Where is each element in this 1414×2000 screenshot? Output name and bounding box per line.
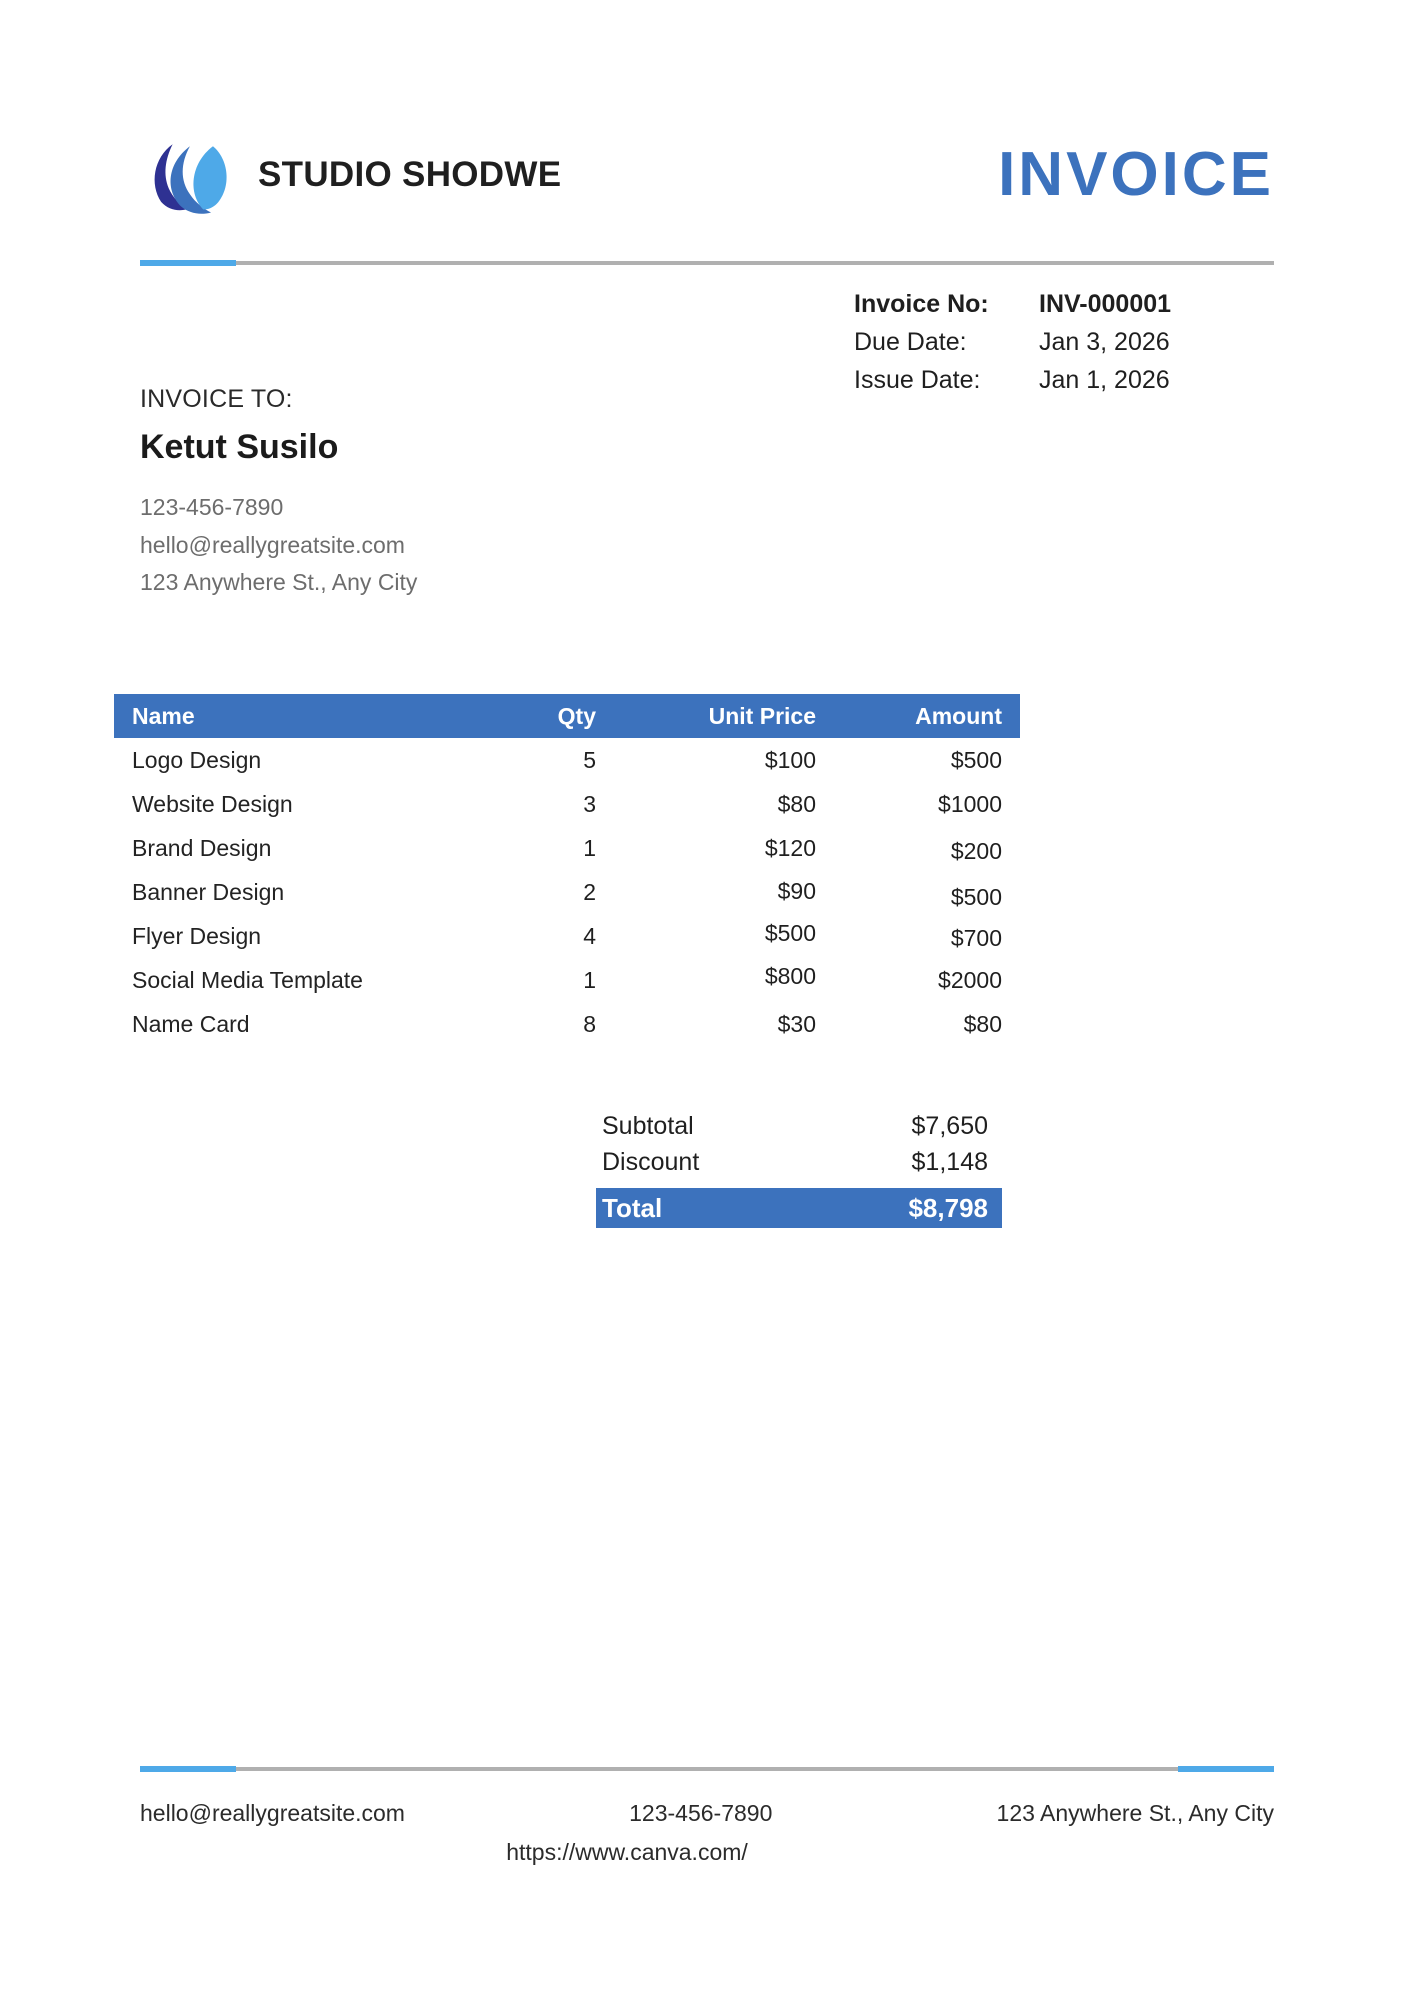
meta-value-invoice-no: INV-000001 xyxy=(1039,290,1172,318)
subtotal-value: $7,650 xyxy=(911,1111,988,1140)
cell-unit-price: $100 xyxy=(764,746,816,773)
document-title: INVOICE xyxy=(998,140,1274,209)
subtotal-row xyxy=(596,1108,1002,1144)
footer-phone: 123-456-7890 xyxy=(629,1800,773,1826)
footer-website[interactable]: https://www.canva.com/ xyxy=(506,1839,748,1865)
invoice-meta xyxy=(854,285,1274,399)
discount-value: $1,148 xyxy=(911,1147,988,1176)
bill-to-name: Ketut Susilo xyxy=(140,428,339,466)
meta-label-due-date: Due Date: xyxy=(854,328,967,356)
total-label: Total xyxy=(602,1192,663,1223)
cell-name: Social Media Template xyxy=(132,966,363,993)
table-row xyxy=(114,826,1020,870)
table-row xyxy=(114,738,1020,782)
divider-accent-right xyxy=(1178,1766,1274,1772)
cell-qty: 5 xyxy=(583,746,596,773)
bill-to-phone: 123-456-7890 xyxy=(140,494,284,520)
meta-row-due-date xyxy=(854,323,1274,361)
line-items-table xyxy=(114,694,1020,1046)
cell-amount: $700 xyxy=(950,924,1002,951)
footer-address: 123 Anywhere St., Any City xyxy=(996,1800,1274,1826)
total-value: $8,798 xyxy=(908,1192,988,1223)
cell-name: Logo Design xyxy=(132,746,262,773)
totals-block xyxy=(596,1108,1002,1228)
cell-name: Brand Design xyxy=(132,834,272,861)
cell-qty: 3 xyxy=(583,790,596,817)
footer-email: hello@reallygreatsite.com xyxy=(140,1800,405,1826)
cell-qty: 1 xyxy=(583,966,596,993)
cell-name: Flyer Design xyxy=(132,922,262,949)
cell-qty: 8 xyxy=(583,1010,596,1037)
column-header-amount: Amount xyxy=(915,702,1002,729)
bill-to-label: INVOICE TO: xyxy=(140,385,293,413)
cell-unit-price: $80 xyxy=(777,790,816,817)
meta-label-issue-date: Issue Date: xyxy=(854,366,981,394)
table-row xyxy=(114,870,1020,914)
cell-qty: 1 xyxy=(583,834,596,861)
table-row xyxy=(114,782,1020,826)
header-divider xyxy=(140,260,1274,266)
column-header-qty: Qty xyxy=(557,702,596,729)
footer-contact-row xyxy=(140,1800,1274,1827)
cell-qty: 4 xyxy=(583,922,596,949)
table-row xyxy=(114,958,1020,1002)
meta-label-invoice-no: Invoice No: xyxy=(854,290,989,318)
cell-amount: $1000 xyxy=(938,790,1002,817)
subtotal-label: Subtotal xyxy=(602,1111,694,1140)
bill-to-contact xyxy=(140,489,740,602)
cell-unit-price: $800 xyxy=(764,962,816,989)
discount-row xyxy=(596,1144,1002,1180)
studio-shodwe-logo-icon xyxy=(140,127,236,223)
cell-unit-price: $500 xyxy=(764,919,816,946)
invoice-footer xyxy=(140,1800,1274,1866)
cell-amount: $500 xyxy=(950,883,1002,910)
table-row xyxy=(114,914,1020,958)
cell-amount: $80 xyxy=(963,1010,1002,1037)
divider-accent-left xyxy=(140,1766,236,1772)
cell-amount: $200 xyxy=(950,837,1002,864)
bill-to-email: hello@reallygreatsite.com xyxy=(140,531,405,558)
cell-name: Banner Design xyxy=(132,878,285,905)
cell-name: Name Card xyxy=(132,1010,250,1037)
divider-accent-segment xyxy=(140,260,236,266)
cell-unit-price: $30 xyxy=(777,1010,816,1037)
meta-value-due-date: Jan 3, 2026 xyxy=(1039,328,1170,356)
brand-lockup xyxy=(140,127,561,223)
table-row xyxy=(114,1002,1020,1046)
total-row xyxy=(596,1188,1002,1228)
invoice-header xyxy=(140,120,1274,230)
cell-unit-price: $120 xyxy=(764,834,816,861)
meta-value-issue-date: Jan 1, 2026 xyxy=(1039,366,1170,394)
footer-divider xyxy=(140,1766,1274,1772)
cell-qty: 2 xyxy=(583,878,596,905)
meta-row-invoice-no xyxy=(854,285,1274,323)
brand-name: STUDIO SHODWE xyxy=(258,155,562,194)
cell-name: Website Design xyxy=(132,790,293,817)
bill-to-block xyxy=(140,385,740,602)
bill-to-address: 123 Anywhere St., Any City xyxy=(140,569,418,596)
table-header-row xyxy=(114,694,1020,738)
divider-gray-segment xyxy=(236,261,1274,265)
cell-amount: $2000 xyxy=(938,966,1002,993)
column-header-unit-price: Unit Price xyxy=(708,702,816,729)
divider-gray-segment xyxy=(236,1767,1178,1771)
cell-unit-price: $90 xyxy=(777,877,816,904)
cell-amount: $500 xyxy=(950,746,1002,773)
column-header-name: Name xyxy=(132,702,195,729)
discount-label: Discount xyxy=(602,1147,700,1176)
meta-row-issue-date xyxy=(854,361,1274,399)
